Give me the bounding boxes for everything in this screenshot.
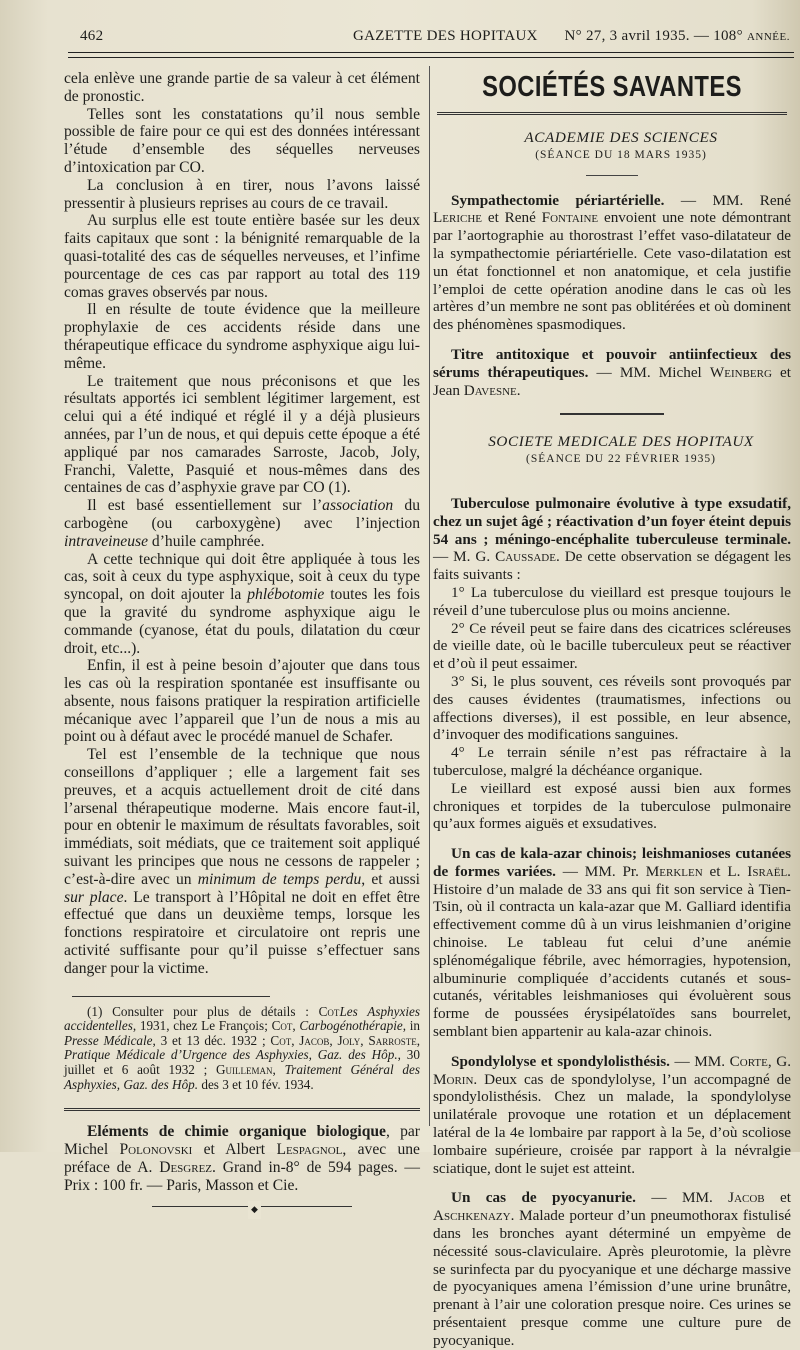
- left-column: [64, 70, 421, 1215]
- paragraph: A cette technique qui doit être appliquée à tous les cas, soit à ceux du type asphyxique, soit à ceux du type syncopal, on doit ajouter la phlébotomie toutes les fois que la gravité du syndrome asphyxique aigu le commande (cyanose, état du pouls, dilatation du cœur droit, etc...).: [64, 550, 420, 657]
- list-item: 4° Le terrain sénile n’est pas réfractaire à la tuberculose, malgré la déchéance organique.: [433, 744, 791, 779]
- section-title-rule: [437, 112, 787, 115]
- section-title: SOCIÉTÉS SAVANTES: [482, 71, 742, 103]
- column-divider: [429, 66, 430, 1126]
- footnote: (1) Consulter pour plus de détails : CotLes Asphyxies accidentelles, 1931, chez Le François; Cot, Carbogénothérapie, in Presse Médicale, 3 et 13 déc. 1932 ; Cot, Jacob, Joly, Sarroste, Pratique Médicale d’Urgence des Asphyxies, Gaz. des Hôp., 30 juillet et 6 août 1932 ; Guilleman, Traitement Général des Asphyxies, Gaz. des Hôp. des 3 et 10 fév. 1934.: [64, 1003, 421, 1092]
- session-date: (SÉANCE DU 18 MARS 1935): [535, 148, 707, 161]
- book-notice: Eléments de chimie organique biologique, par Michel Polonovski et Albert Lespagnol, avec une préface de A. Desgrez. Grand in-8° de 594 pages. — Prix : 100 fr. — Paris, Masson et Cie.: [64, 1123, 420, 1194]
- society-name: ACADEMIE DES SCIENCES: [524, 129, 718, 146]
- communication: Sympathectomie périartérielle. — MM. René Leriche et René Fontaine envoient une note démontrant par l’aortographie au thorostrast l’effet vaso-dilatateur de la sympathectomie périartérielle. Cete vaso-dilatation est un état fonctionnel et non anatomique, et cela justifie l’emploi de cette opération anodine dans le cas où les artères d’un membre ne sont pas oblitérées et où dominent des phénomènes spasmodiques.: [433, 191, 791, 334]
- paragraph: Il en résulte de toute évidence que la meilleure prophylaxie de ces accidents réside dans une thérapeutique efficace du syndrome asphyxique aigu lui-même.: [64, 301, 420, 372]
- paragraph: Au surplus elle est toute entière basée sur les deux faits capitaux que sont : la bénignité remarquable de la quasi-totalité des cas de séquelles nerveuses, et l’infime pourcentage de ces cas par rapport au total des 119 comas graves observés par nous.: [64, 212, 420, 301]
- communication: Tuberculose pulmonaire évolutive à type exsudatif, chez un sujet âgé ; réactivation d’un foyer éteint depuis 54 ans ; méningo-encéphalite tuberculeuse terminale. — M. G. Caussade. De cette observation se dégagent les faits suivants :: [433, 494, 791, 584]
- issue-year-label: ANNÉE.: [746, 31, 790, 43]
- paragraph: La conclusion à en tirer, nous l’avons laissé pressentir à plusieurs reprises au cours de ce travail.: [64, 176, 420, 212]
- separator: [560, 413, 664, 415]
- separator: [586, 175, 638, 176]
- list-item: 2° Ce réveil peut se faire dans des cicatrices scléreuses de vieille date, où le bacille tuberculeux peut se réactiver et d’où il peut essaimer.: [433, 619, 791, 673]
- communication: Un cas de kala-azar chinois; leishmanioses cutanées de formes variées. — MM. Pr. Merklen et L. Israël. Histoire d’un malade de 33 ans qui fit son service à Tien-Tsin, où il contracta un kala-azar que M. Galliard identifia effectivement comme dû à un virus leishmanien d’origine chinoise. Le tableau fut celui d’une anémie splénomégalique fébrile, avec hémorragies, hypotension, albuminurie compliquée d’accidents cutanés et sous-cutanés, véritables leishmanioses qui évoluèrent sous forme de poussées érysipélatoïdes sans bourrelet, semblant bien appartenir au kala-azar chinois.: [433, 845, 791, 1041]
- page-number: 462: [80, 28, 104, 44]
- issue-date: N° 27, 3 avril 1935. — 108°: [564, 28, 743, 44]
- paragraph: Telles sont les constatations qu’il nous semble possible de faire pour ce qui est des données intéressant l’étude d’ensemble des séquelles nerveuses d’intoxication par CO.: [64, 105, 420, 176]
- paragraph: Enfin, il est à peine besoin d’ajouter que dans tous les cas où la respiration spontanée est insuffisante ou absente, nous faisons pratiquer la respiration artificielle mécanique avec l’appareil que l’un de nous a mis au point ou à défaut avec le procédé manuel de Schafer.: [64, 657, 420, 746]
- list-item: 1° La tuberculose du vieillard est presque toujours le réveil d’une tuberculose plus ou moins ancienne.: [433, 583, 791, 619]
- society-name: SOCIETE MEDICALE DES HOPITAUX: [488, 433, 754, 451]
- session-date: (SÉANCE DU 22 FÉVRIER 1935): [526, 453, 716, 466]
- paragraph: cela enlève une grande partie de sa valeur à cet élément de pronostic.: [64, 70, 420, 105]
- footnote-rule: [72, 996, 270, 997]
- communication: Spondylolyse et spondylolisthésis. — MM. Corte, G. Morin. Deux cas de spondylolyse, l’un accompagné de spondylolisthésis. Chez un malade, la spondylolyse unilatérale provoque une rotation et un déplacement latéral de la 4e lombaire par rapport à la 5e, d’où scoliose lombaire supérieure, croisée par rapport à la névralgie sciatique, dont le sujet est atteint.: [433, 1052, 792, 1177]
- header-rule-thin: [68, 57, 794, 58]
- paragraph: Le vieillard est exposé aussi bien aux formes chroniques et torpides de la tuberculose pulmonaire qu’aux formes aiguës et exsudatives.: [433, 779, 791, 833]
- end-ornament: ◆: [64, 1200, 420, 1212]
- paragraph: Il est basé essentiellement sur l’association du carbogène (ou carboxygène) avec l’injection intraveineuse d’huile camphrée.: [64, 497, 420, 550]
- communication: Un cas de pyocyanurie. — MM. Jacob et Aschkenazy. Malade porteur d’un pneumothorax fistulisé dans les bronches ayant déterminé un empyème de nécessité sous-claviculaire. Après pleurotomie, la plèvre se surinfecta par du pyocyanique et une décharge massive de pyocyaniques amena l’émission d’une urine brunâtre, prenant à l’air une coloration presque noire. Ces urines se présentaient presque comme une culture pure de pyocyanique.: [433, 1189, 791, 1349]
- header-rule: [68, 52, 794, 53]
- section-rule: [64, 1108, 420, 1111]
- communication: Titre antitoxique et pouvoir antiinfectieux des sérums thérapeutiques. — MM. Michel Weinberg et Jean Davesne.: [433, 345, 792, 399]
- issue-info: [564, 28, 790, 45]
- paragraph: Tel est l’ensemble de la technique que nous conseillons d’appliquer ; elle a largement fait ses preuves, et a acquis actuellement droit de cité dans l’arsenal thérapeutique moderne. Mais encore faut-il, pour en obtenir le maximum de résultats favorables, soit immédiats, soit médiats, que ce traitement soit appliqué suivant les principes que nous ne cessons de rappeler ; c’est-à-dire avec un minimum de temps perdu, et aussi sur place. Le transport à l’Hôpital ne doit en effet être effectué que dans un deuxième temps, lorsque les fonctions respiratoire et circulatoire ont repris une activité suffisante pour qu’il puisse s’effectuer sans danger pour la victime.: [64, 746, 420, 977]
- right-column: [433, 70, 791, 1350]
- list-item: 3° Si, le plus souvent, ces réveils sont provoqués par des causes évidentes (traumatismes, infections ou affections diverses), il est possible, en leur absence, d’invoquer des modifications sanguines.: [433, 672, 791, 744]
- paragraph: Le traitement que nous préconisons et que les résultats apportés ici semblent légitimer largement, est celui qui a été indiqué et réglé il y a déjà plusieurs années, par l’un de nous, et qui depuis cette époque a été appliqué par nos camarades Sarroste, Jacob, Joly, Franchi, Valette, Pasquié et nous-mêmes dans des centaines de cas d’asphyxie grave par CO (1).: [64, 372, 420, 497]
- journal-title: GAZETTE DES HOPITAUX: [353, 28, 538, 44]
- running-header: [80, 28, 792, 52]
